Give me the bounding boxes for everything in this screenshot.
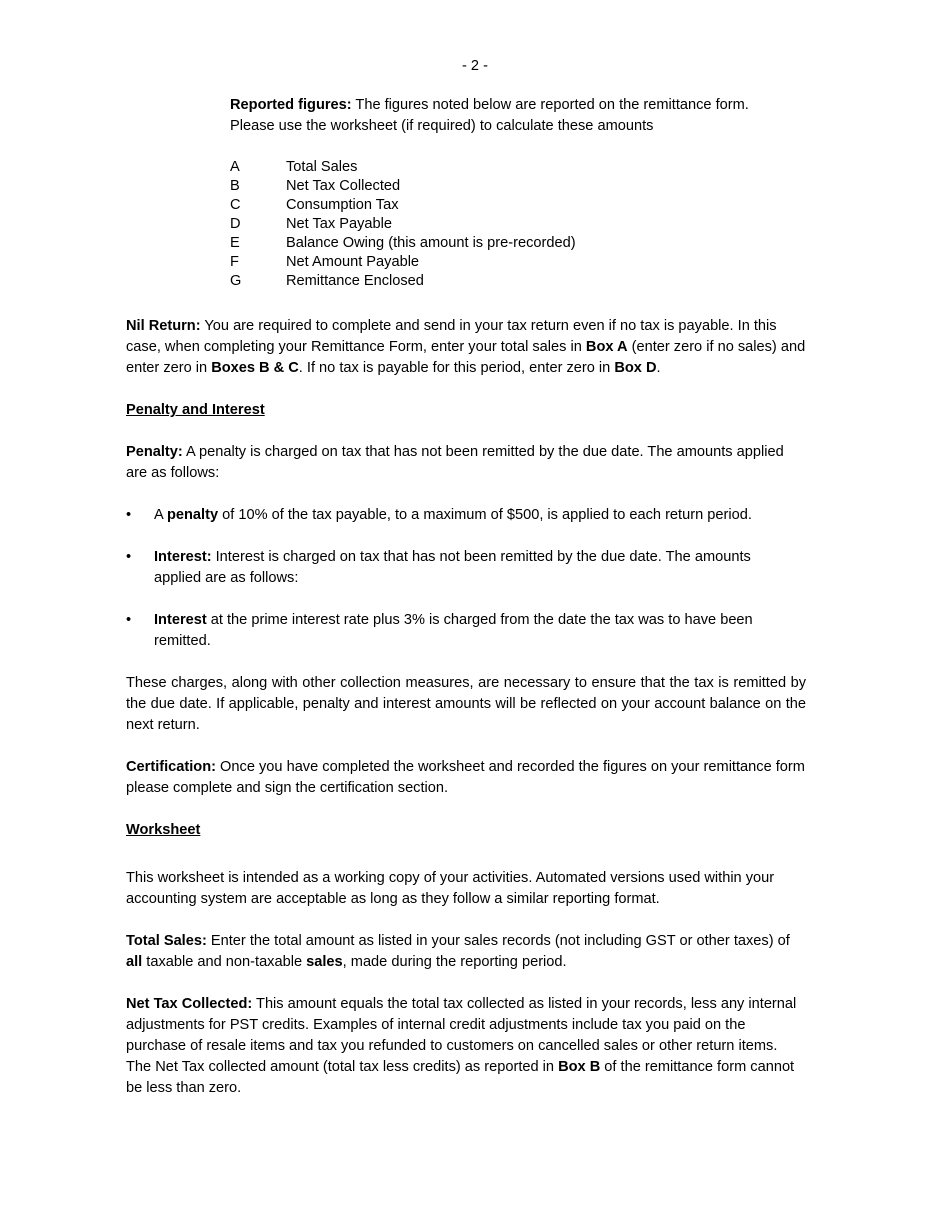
boxes-bc-ref: Boxes B & C [211,360,299,376]
bullet-text-part: at the prime interest rate plus 3% is charged from the date the tax was to have been remitted. [154,612,753,649]
bullet-text [154,505,754,526]
penalty-label: Penalty: [126,444,183,460]
penalty-paragraph [126,442,806,484]
bullet-text [154,547,754,589]
item-letter: D [230,216,241,232]
total-sales-text: , made during the reporting period. [342,954,567,970]
bullet-bold: Interest: [154,549,212,565]
bullet-item [126,610,806,652]
reported-figures-intro [230,95,830,137]
bullet-dot: • [126,549,132,565]
item-label: Net Tax Collected [286,178,401,194]
bullet-bold: Interest [154,612,207,628]
item-letter: E [230,235,240,251]
certification-text: Once you have completed the worksheet and recorded the figures on your remittance form please complete and sign the certification section. [126,759,805,796]
bullet-item [126,505,806,526]
item-label: Total Sales [286,159,358,175]
list-item [230,272,830,291]
nil-return-paragraph [126,316,806,379]
page-number: - 2 - [462,58,488,74]
item-letter: A [230,159,240,175]
total-sales-bold: all [126,954,143,970]
reported-figures-label: Reported figures: [230,97,352,113]
nil-return-label: Nil Return: [126,318,201,334]
list-item [230,196,830,215]
total-sales-text: taxable and non-taxable [142,954,307,970]
item-letter: F [230,254,239,270]
box-d-ref: Box D [614,360,657,376]
item-label: Consumption Tax [286,197,399,213]
item-label: Remittance Enclosed [286,273,424,289]
item-label: Net Amount Payable [286,254,420,270]
total-sales-text: Enter the total amount as listed in your sales records (not including GST or other taxes) of [206,933,790,949]
bullet-text-part: of 10% of the tax payable, to a maximum of $500, is applied to each return period. [218,507,752,523]
document-body [126,316,806,1120]
total-sales-bold: sales [306,954,343,970]
nil-return-text: You are required to complete and send in your tax return even if no tax is payable. In this case, when completing your Remittance Form, enter your total sales in [126,318,777,355]
net-tax-collected-paragraph [126,994,806,1099]
net-tax-collected-text: This amount equals the total tax collected as listed in your records, less any internal adjustments for PST credits. Examples of internal credit adjustments include tax you paid on the purchase of resale items and tax you refunded to customers on cancelled sales or other return items. The Net Tax collected amount (total tax less credits) as reported in [126,996,797,1075]
list-item [230,234,830,253]
bullet-text-part: A [154,507,167,523]
box-b-ref: Box B [558,1059,601,1075]
worksheet-heading: Worksheet [126,822,201,838]
penalty-text: A penalty is charged on tax that has not been remitted by the due date. The amounts applied are as follows: [126,444,784,481]
charges-paragraph: These charges, along with other collection measures, are necessary to ensure that the tax is remitted by the due date. If applicable, penalty and interest amounts will be reflected on your account balance on the next return. [126,675,806,733]
total-sales-paragraph [126,931,806,973]
nil-return-text: . [656,360,661,376]
nil-return-text: . If no tax is payable for this period, enter zero in [298,360,615,376]
nil-return-text: (enter zero if no sales) and enter zero in [126,339,806,376]
reported-figures-text-1: The figures noted below are reported on the remittance form. [351,97,749,113]
reported-figures-text-2: Please use the worksheet (if required) to calculate these amounts [230,118,654,134]
bullet-text-part: Interest is charged on tax that has not been remitted by the due date. The amounts applied are as follows: [154,549,751,586]
list-item [230,177,830,196]
list-item [230,158,830,177]
net-tax-collected-label: Net Tax Collected: [126,996,253,1012]
bullet-dot: • [126,507,132,523]
bullet-item [126,547,806,589]
bullet-bold: penalty [166,507,219,523]
list-item [230,253,830,272]
reported-figures-list [230,158,830,291]
item-letter: B [230,178,240,194]
item-letter: C [230,197,241,213]
item-label: Balance Owing (this amount is pre-recorded) [286,235,576,251]
total-sales-label: Total Sales: [126,933,207,949]
box-a-ref: Box A [585,339,628,355]
bullet-dot: • [126,612,132,628]
penalty-interest-heading: Penalty and Interest [126,402,265,418]
bullet-text [154,610,754,652]
certification-label: Certification: [126,759,216,775]
list-item [230,215,830,234]
net-tax-collected-text: of the remittance form cannot be less than zero. [126,1059,795,1096]
item-letter: G [230,273,242,289]
certification-paragraph [126,757,806,799]
worksheet-intro: This worksheet is intended as a working copy of your activities. Automated versions used within your accounting system are acceptable as long as they follow a similar reporting format. [126,870,775,907]
item-label: Net Tax Payable [286,216,393,232]
